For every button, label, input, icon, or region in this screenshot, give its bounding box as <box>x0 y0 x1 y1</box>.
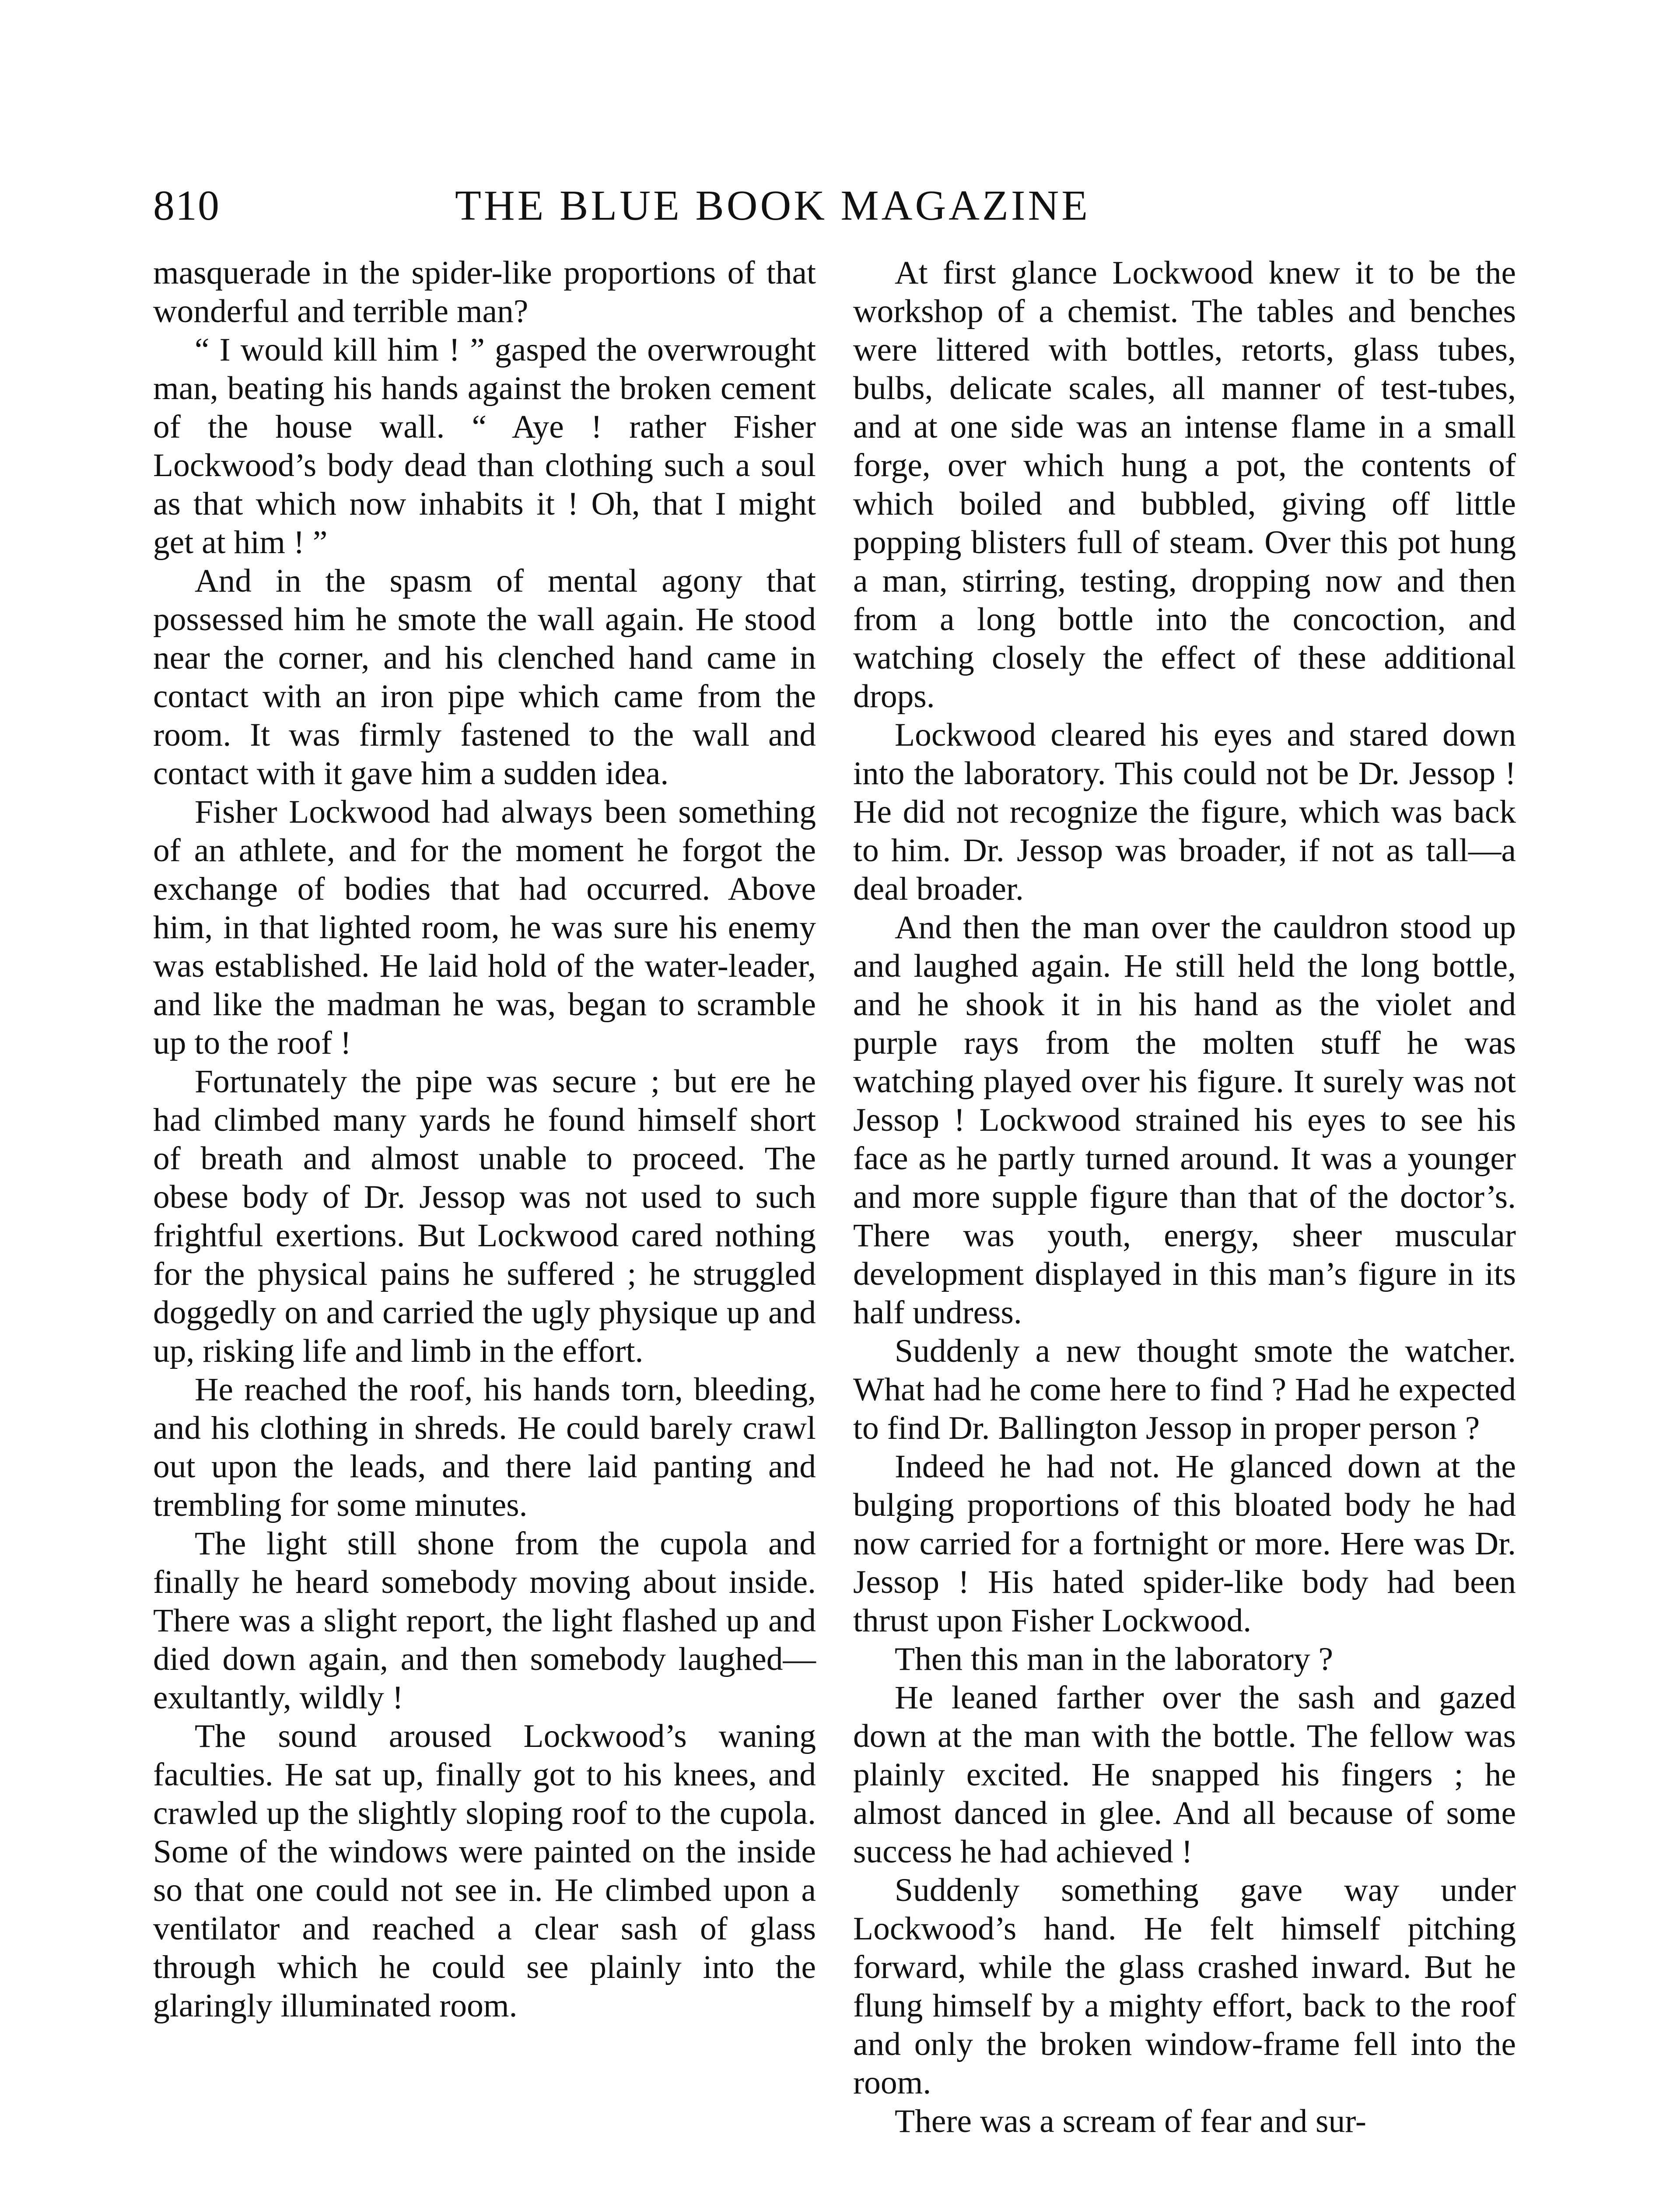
paragraph: Indeed he had not. He glanced down at the bulging proportions of this bloated body he had now carried for a fortnight or more. Here was Dr. Jessop ! His hated spider-like body had been thrust upon Fisher Lockwood. <box>853 1448 1516 1639</box>
paragraph: masquerade in the spider-like proportions of that wonderful and terrible man? <box>153 255 816 330</box>
left-column <box>153 254 816 2025</box>
paragraph: The sound aroused Lockwood’s waning faculties. He sat up, finally got to his knees, and crawled up the slightly sloping roof to the cupola. Some of the windows were painted on the inside so that one could not see in. He climbed upon a ventilator and reached a clear sash of glass through which he could see plainly into the glaringly illuminated room. <box>153 1718 816 2024</box>
running-head <box>153 173 1203 238</box>
paragraph: Suddenly something gave way under Lockwood’s hand. He felt himself pitching forward, while the glass crashed inward. But he flung himself by a mighty effort, back to the roof and only the broken window-frame fell into the room. <box>853 1872 1516 2101</box>
magazine-title: THE BLUE BOOK MAGAZINE <box>455 182 1091 229</box>
paragraph: At first glance Lockwood knew it to be the workshop of a chemist. The tables and benches were littered with bottles, retorts, glass tubes, bulbs, delicate scales, all manner of test-tubes, and at one side was an intense flame in a small forge, over which hung a pot, the contents of which boiled and bubbled, giving off little popping blisters full of steam. Over this pot hung a man, stirring, testing, dropping now and then from a long bottle into the concoction, and watching closely the effect of these additional drops. <box>853 255 1516 715</box>
paragraph: And in the spasm of mental agony that possessed him he smote the wall again. He stood near the corner, and his clenched hand came in contact with an iron pipe which came from the room. It was firmly fastened to the wall and contact with it gave him a sudden idea. <box>153 563 816 792</box>
paragraph: Fisher Lockwood had always been something of an athlete, and for the moment he forgot the exchange of bodies that had occurred. Above him, in that lighted room, he was sure his enemy was established. He laid hold of the water-leader, and like the madman he was, began to scramble up to the roof ! <box>153 794 816 1061</box>
paragraph: And then the man over the cauldron stood up and laughed again. He still held the long bottle, and he shook it in his hand as the violet and purple rays from the molten stuff he was watching played over his figure. It surely was not Jessop ! Lockwood strained his eyes to see his face as he partly turned around. It was a younger and more supple figure than that of the doctor’s. There was youth, energy, sheer muscular development displayed in this man’s figure in its half undress. <box>853 909 1516 1331</box>
paragraph: Suddenly a new thought smote the watcher. What had he come here to find ? Had he expected to find Dr. Ballington Jessop in proper person ? <box>853 1333 1516 1446</box>
paragraph: Lockwood cleared his eyes and stared down into the laboratory. This could not be Dr. Jessop ! He did not recognize the figure, which was back to him. Dr. Jessop was broader, if not as tall—a deal broader. <box>853 717 1516 907</box>
paragraph: The light still shone from the cupola and finally he heard somebody moving about inside. There was a slight report, the light flashed up and died down again, and then somebody laughed—exultantly, wildly ! <box>153 1525 816 1716</box>
paragraph: Fortunately the pipe was secure ; but ere he had climbed many yards he found himself short of breath and almost unable to proceed. The obese body of Dr. Jessop was not used to such frightful exertions. But Lockwood cared nothing for the physical pains he suffered ; he struggled doggedly on and carried the ugly physique up and up, risking life and limb in the effort. <box>153 1063 816 1369</box>
page-number: 810 <box>153 182 220 229</box>
paragraph: There was a scream of fear and sur- <box>895 2103 1366 2139</box>
paragraph: He leaned farther over the sash and gazed down at the man with the bottle. The fellow was plainly excited. He snapped his fingers ; he almost danced in glee. And all because of some success he had achieved ! <box>853 1680 1516 1870</box>
right-column <box>853 254 1516 2141</box>
paragraph: He reached the roof, his hands torn, bleeding, and his clothing in shreds. He could barely crawl out upon the leads, and there laid panting and trembling for some minutes. <box>153 1371 816 1523</box>
paragraph: Then this man in the laboratory ? <box>895 1641 1334 1677</box>
paragraph: “ I would kill him ! ” gasped the overwrought man, beating his hands against the broken cement of the house wall. “ Aye ! rather Fisher Lockwood’s body dead than clothing such a soul as that which now inhabits it ! Oh, that I might get at him ! ” <box>153 332 816 561</box>
